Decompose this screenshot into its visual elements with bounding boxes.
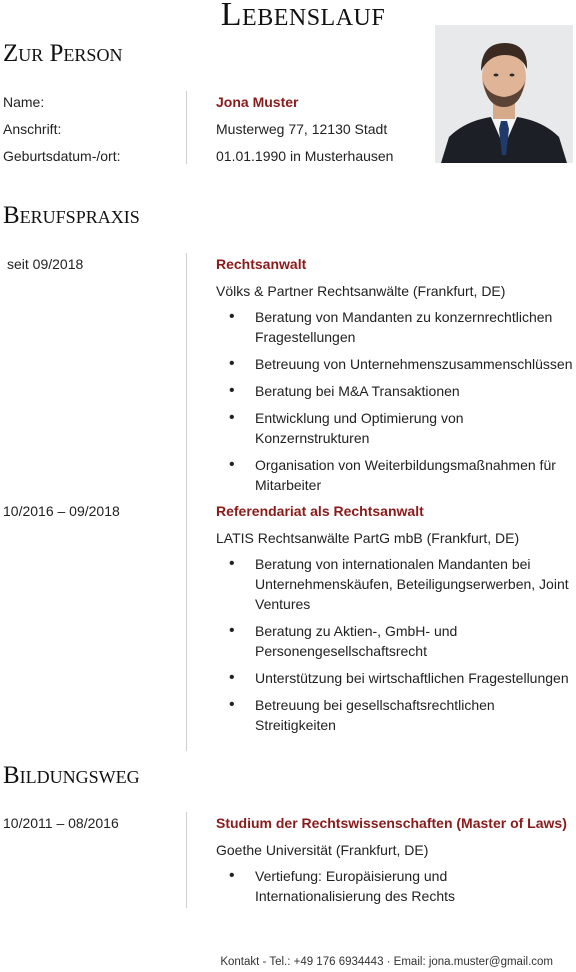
job-bullet-list	[216, 554, 576, 742]
section-heading-person: Zur Person	[3, 40, 123, 67]
divider-education	[186, 812, 187, 908]
list-item: • Betreuung bei gesellschaftsrechtlichen Streitigkeiten	[216, 695, 576, 735]
value-name: Jona Muster	[216, 94, 299, 110]
job-company: LATIS Rechtsanwälte PartG mbB (Frankfurt, DE)	[216, 530, 520, 546]
education-institution: Goethe Universität (Frankfurt, DE)	[216, 842, 429, 858]
divider-experience	[186, 253, 187, 751]
list-item: • Beratung bei M&A Transaktionen	[216, 381, 576, 401]
education-date: 10/2011 – 08/2016	[3, 815, 119, 831]
divider-person	[186, 91, 187, 164]
list-item: • Beratung von Mandanten zu konzernrechtlichen Fragestellungen	[216, 307, 576, 347]
label-birth: Geburtsdatum-/ort:	[3, 148, 121, 164]
job-company: Völks & Partner Rechtsanwälte (Frankfurt, DE)	[216, 283, 506, 299]
job-date: 10/2016 – 09/2018	[3, 503, 120, 519]
profile-photo	[435, 25, 573, 163]
education-bullet-list	[216, 866, 576, 913]
value-birth: 01.01.1990 in Musterhausen	[216, 148, 394, 164]
job-title: Referendariat als Rechtsanwalt	[216, 503, 424, 519]
document-title: Lebenslauf	[220, 0, 386, 33]
job-date: seit 09/2018	[7, 256, 84, 272]
list-item: • Vertiefung: Europäisierung und Internationalisierung des Rechts	[216, 866, 576, 906]
label-name: Name:	[3, 94, 45, 110]
contact-footer: Kontakt - Tel.: +49 176 6934443 · Email: jona.muster@gmail.com	[220, 956, 553, 968]
section-heading-experience: Berufspraxis	[3, 202, 140, 229]
job-title: Rechtsanwalt	[216, 256, 307, 272]
list-item: • Beratung zu Aktien-, GmbH- und Personengesellschaftsrecht	[216, 621, 576, 661]
section-heading-education: Bildungsweg	[3, 762, 140, 789]
education-title: Studium der Rechtswissenschaften (Master of Laws)	[216, 815, 567, 831]
list-item: • Organisation von Weiterbildungsmaßnahmen für Mitarbeiter	[216, 455, 576, 495]
list-item: • Betreuung von Unternehmenszusammenschlüssen	[216, 354, 576, 374]
value-address: Musterweg 77, 12130 Stadt	[216, 121, 388, 137]
label-address: Anschrift:	[3, 121, 62, 137]
list-item: • Entwicklung und Optimierung von Konzernstrukturen	[216, 408, 576, 448]
list-item: • Beratung von internationalen Mandanten bei Unternehmenskäufen, Beteiligungserwerben, Joint Ventures	[216, 554, 576, 614]
job-bullet-list	[216, 307, 576, 502]
portrait-image	[435, 25, 573, 163]
list-item: • Unterstützung bei wirtschaftlichen Fragestellungen	[216, 668, 576, 688]
